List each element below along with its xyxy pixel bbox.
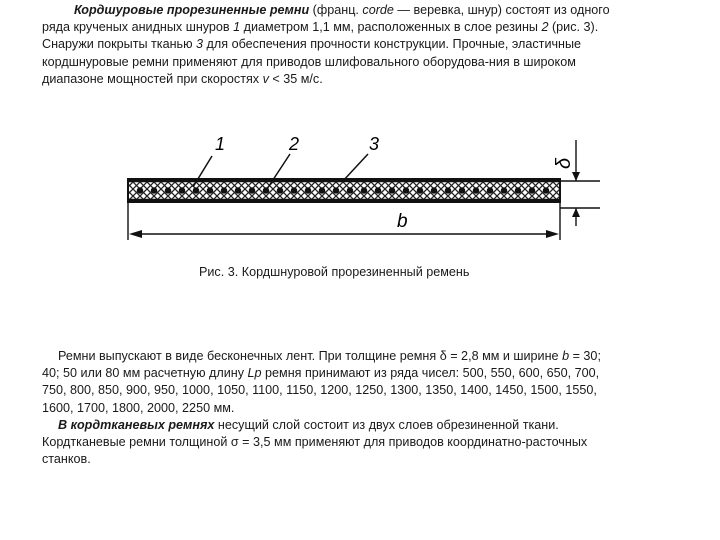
p2-line-2: 40; 50 или 80 мм расчетную длину Lр ремня принимают из ряда чисел: 500, 550, 600, 650, 700,	[42, 366, 600, 381]
width-arrow-left	[129, 230, 142, 238]
p1-line-3: Снаружи покрыты тканью 3 для обеспечения прочности конструкции. Прочные, эластичные	[42, 37, 582, 52]
term-cord-fabric-belts: В кордтканевых ремнях	[58, 417, 215, 432]
label-2: 2	[289, 134, 300, 154]
cord-strand	[277, 187, 283, 193]
p2-line-7: станков.	[42, 452, 91, 467]
cord-strand	[137, 187, 143, 193]
delta-arrow-top	[572, 172, 580, 181]
paragraph-production	[42, 348, 682, 468]
cord-strand	[417, 187, 423, 193]
cord-strand	[165, 187, 171, 193]
cord-strand	[445, 187, 451, 193]
p1-line-2: ряда крученых анидных шнуров 1 диаметром 1,1 мм, расположенных в слое резины 2 (рис. 3).	[42, 20, 599, 35]
cord-strand	[487, 187, 493, 193]
label-1: 1	[215, 134, 226, 154]
cord-strand	[515, 187, 521, 193]
thickness-dimension	[560, 140, 600, 226]
cord-strand	[529, 187, 535, 193]
cord-strand	[347, 187, 353, 193]
cord-strand	[291, 187, 297, 193]
cord-strand	[361, 187, 367, 193]
cord-strand	[403, 187, 409, 193]
p1-line-1: Кордшуровые прорезиненные ремни (франц. corde — веревка, шнур) состоят из одного	[74, 3, 610, 17]
cord-strand	[319, 187, 325, 193]
cord-strand	[543, 187, 549, 193]
width-dimension	[128, 202, 560, 240]
cord-strand	[207, 187, 213, 193]
width-arrow-right	[546, 230, 559, 238]
belt-cross-section	[128, 179, 560, 202]
cord-strand	[249, 187, 255, 193]
p2-line-5: В кордтканевых ремнях несущий слой состоит из двух слоев обрезиненной ткани.	[58, 417, 559, 432]
cord-strand	[151, 187, 157, 193]
p1-line-4: кордшнуровые ремни применяют для приводов шлифовального оборудова-ния в широком	[42, 54, 576, 69]
label-b: b	[397, 211, 408, 232]
p1-line-5: диапазоне мощностей при скоростях v < 35 м/с.	[42, 71, 323, 86]
cord-strand	[431, 187, 437, 193]
p2-line-6: Кордтканевые ремни толщиной σ = 3,5 мм применяют для приводов координатно-расточных	[42, 435, 588, 450]
p2-line-3: 750, 800, 850, 900, 950, 1000, 1050, 1100, 1150, 1200, 1250, 1300, 1350, 1400, 1450, 1500, 1550,	[42, 383, 597, 398]
cord-strand	[179, 187, 185, 193]
label-delta: δ	[553, 157, 575, 169]
p2-line-1: Ремни выпускают в виде бесконечных лент. При толщине ремня δ = 2,8 мм и ширине b = 30;	[58, 349, 601, 363]
figure-caption: Рис. 3. Кордшнуровой прорезиненный ремень	[199, 265, 470, 279]
term-cord-belts: Кордшуровые прорезиненные ремни	[74, 3, 310, 17]
cord-strand	[305, 187, 311, 193]
cord-strand	[333, 187, 339, 193]
cord-strand	[459, 187, 465, 193]
cord-strand	[389, 187, 395, 193]
cord-strand	[375, 187, 381, 193]
cord-strand	[193, 187, 199, 193]
cord-strand	[235, 187, 241, 193]
delta-arrow-bottom	[572, 208, 580, 217]
cord-strand	[221, 187, 227, 193]
cord-strand	[473, 187, 479, 193]
label-3: 3	[369, 134, 380, 154]
cord-strand	[501, 187, 507, 193]
p2-line-4: 1600, 1700, 1800, 2000, 2250 мм.	[42, 400, 235, 415]
